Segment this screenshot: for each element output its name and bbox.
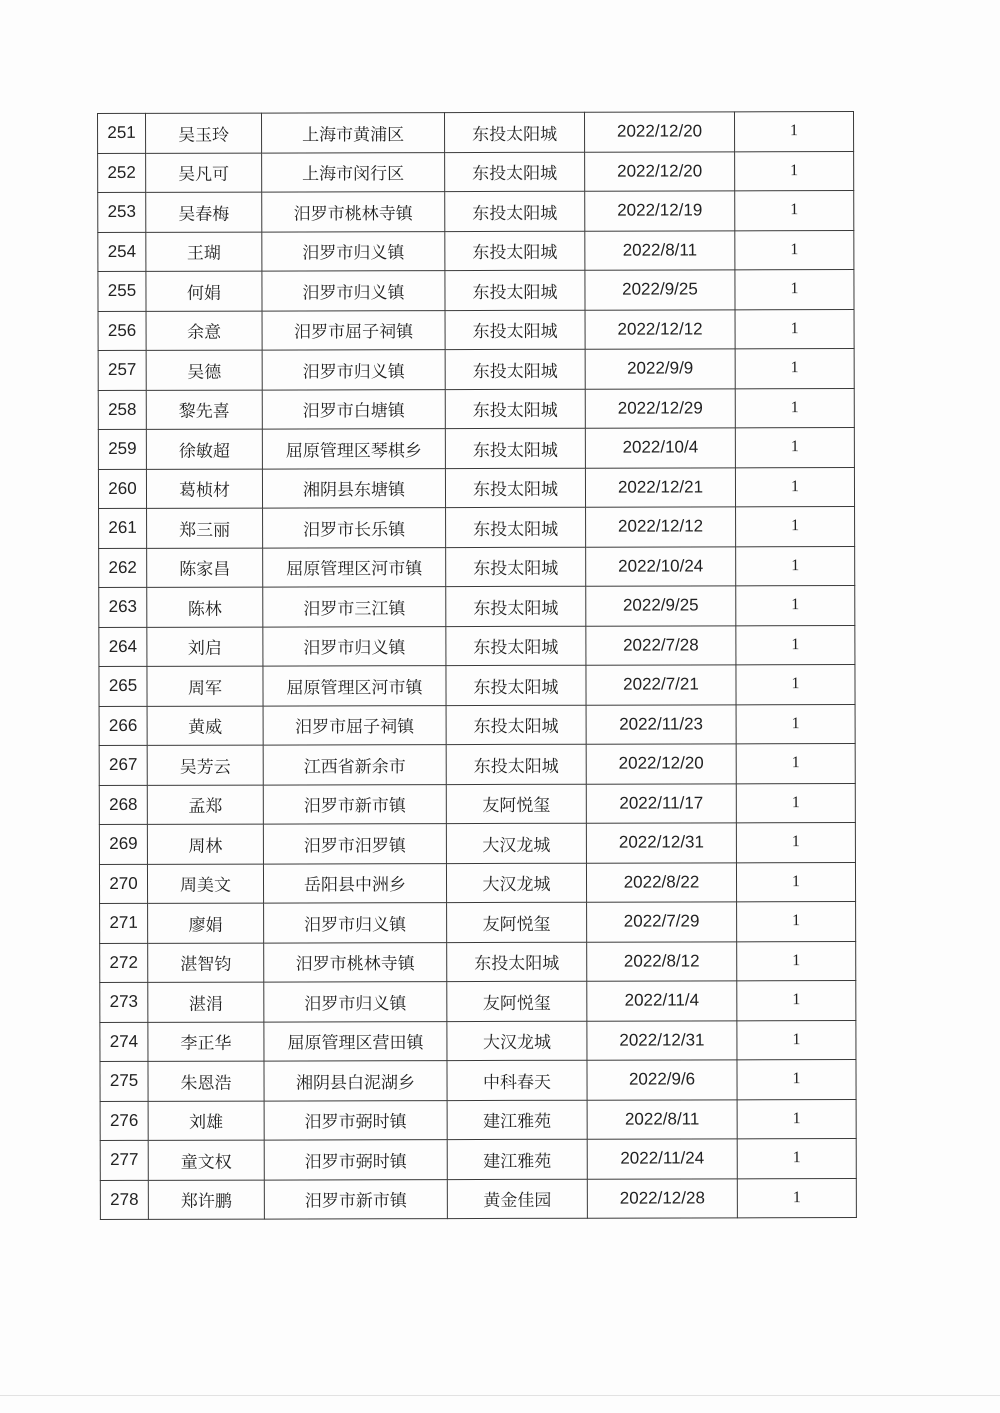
name-cell: 李正华 xyxy=(148,1022,264,1062)
address-cell: 汨罗市三江镇 xyxy=(263,587,446,627)
date-cell: 2022/9/25 xyxy=(586,586,736,626)
table-row xyxy=(100,902,856,943)
address-cell: 汨罗市长乐镇 xyxy=(263,508,446,548)
address-cell: 上海市黄浦区 xyxy=(262,113,445,153)
page-bottom-rule xyxy=(0,1395,1000,1396)
row-number-cell: 278 xyxy=(100,1180,148,1220)
name-cell: 刘雄 xyxy=(148,1101,264,1141)
address-cell: 湘阴县东塘镇 xyxy=(262,468,445,508)
name-cell: 刘启 xyxy=(147,627,263,667)
date-cell: 2022/12/31 xyxy=(586,823,736,863)
date-cell: 2022/12/29 xyxy=(585,388,735,428)
table-row xyxy=(98,309,854,350)
table-row xyxy=(99,823,855,864)
row-number-cell: 271 xyxy=(100,903,148,943)
table-row xyxy=(98,230,854,271)
row-number-cell: 252 xyxy=(98,153,146,193)
row-number-cell: 267 xyxy=(99,745,147,785)
project-cell: 友阿悦玺 xyxy=(447,981,587,1021)
date-cell: 2022/8/22 xyxy=(586,862,736,902)
quantity-cell: 1 xyxy=(735,309,854,349)
quantity-cell: 1 xyxy=(736,586,855,626)
date-cell: 2022/8/12 xyxy=(587,941,737,981)
name-cell: 周林 xyxy=(147,824,263,864)
table-row xyxy=(98,467,854,508)
quantity-cell: 1 xyxy=(735,349,854,389)
name-cell: 余意 xyxy=(146,311,262,351)
address-cell: 汨罗市归义镇 xyxy=(263,626,446,666)
row-number-cell: 253 xyxy=(98,192,146,232)
table-row xyxy=(98,270,854,311)
date-cell: 2022/11/17 xyxy=(586,783,736,823)
row-number-cell: 265 xyxy=(99,666,147,706)
quantity-cell: 1 xyxy=(737,1178,856,1218)
row-number-cell: 261 xyxy=(99,508,147,548)
name-cell: 黄威 xyxy=(147,706,263,746)
row-number-cell: 269 xyxy=(99,824,147,864)
date-cell: 2022/12/20 xyxy=(586,744,736,784)
date-cell: 2022/7/21 xyxy=(586,665,736,705)
project-cell: 东投太阳城 xyxy=(445,389,585,429)
date-cell: 2022/11/23 xyxy=(586,704,736,744)
quantity-cell: 1 xyxy=(736,823,855,863)
date-cell: 2022/10/24 xyxy=(586,546,736,586)
project-cell: 东投太阳城 xyxy=(445,468,585,508)
name-cell: 吴玉玲 xyxy=(146,113,262,153)
project-cell: 友阿悦玺 xyxy=(446,784,586,824)
name-cell: 何娟 xyxy=(146,271,262,311)
date-cell: 2022/12/31 xyxy=(587,1020,737,1060)
name-cell: 湛智钧 xyxy=(148,943,264,983)
table-row xyxy=(99,783,855,824)
quantity-cell: 1 xyxy=(735,230,854,270)
date-cell: 2022/9/6 xyxy=(587,1060,737,1100)
name-cell: 廖娟 xyxy=(148,903,264,943)
quantity-cell: 1 xyxy=(736,665,855,705)
address-cell: 屈原管理区琴棋乡 xyxy=(262,429,445,469)
project-cell: 东投太阳城 xyxy=(446,626,586,666)
date-cell: 2022/9/25 xyxy=(585,270,735,310)
project-cell: 东投太阳城 xyxy=(446,744,586,784)
row-number-cell: 266 xyxy=(99,706,147,746)
quantity-cell: 1 xyxy=(735,388,854,428)
date-cell: 2022/11/24 xyxy=(587,1139,737,1179)
date-cell: 2022/10/4 xyxy=(585,428,735,468)
project-cell: 东投太阳城 xyxy=(446,586,586,626)
address-cell: 汨罗市桃林寺镇 xyxy=(264,942,447,982)
table-row xyxy=(98,428,854,469)
project-cell: 大汉龙城 xyxy=(446,863,586,903)
table-row xyxy=(98,191,854,232)
quantity-cell: 1 xyxy=(737,981,856,1021)
project-cell: 东投太阳城 xyxy=(445,349,585,389)
quantity-cell: 1 xyxy=(735,428,854,468)
quantity-cell: 1 xyxy=(737,902,856,942)
quantity-cell: 1 xyxy=(736,625,855,665)
name-cell: 周军 xyxy=(147,666,263,706)
row-number-cell: 276 xyxy=(100,1101,148,1141)
address-cell: 上海市闵行区 xyxy=(262,152,445,192)
name-cell: 王瑚 xyxy=(146,232,262,272)
date-cell: 2022/12/28 xyxy=(587,1178,737,1218)
table-row xyxy=(100,941,856,982)
row-number-cell: 274 xyxy=(100,1022,148,1062)
table-row xyxy=(98,349,854,390)
name-cell: 朱恩浩 xyxy=(148,1061,264,1101)
address-cell: 汨罗市屈子祠镇 xyxy=(262,310,445,350)
name-cell: 黎先喜 xyxy=(146,390,262,430)
table-row xyxy=(100,981,856,1022)
address-cell: 汨罗市弼时镇 xyxy=(264,1100,447,1140)
address-cell: 汨罗市新市镇 xyxy=(264,1179,447,1219)
project-cell: 建江雅苑 xyxy=(447,1139,587,1179)
name-cell: 陈林 xyxy=(147,587,263,627)
row-number-cell: 260 xyxy=(98,469,146,509)
project-cell: 东投太阳城 xyxy=(446,705,586,745)
date-cell: 2022/12/19 xyxy=(585,191,735,231)
quantity-cell: 1 xyxy=(736,783,855,823)
address-cell: 汨罗市汨罗镇 xyxy=(263,824,446,864)
project-cell: 东投太阳城 xyxy=(447,942,587,982)
name-cell: 湛涓 xyxy=(148,982,264,1022)
table-row xyxy=(99,704,855,745)
project-cell: 东投太阳城 xyxy=(445,270,585,310)
address-cell: 汨罗市归义镇 xyxy=(262,271,445,311)
row-number-cell: 258 xyxy=(98,390,146,430)
table-row xyxy=(100,1060,856,1101)
quantity-cell: 1 xyxy=(735,191,854,231)
date-cell: 2022/11/4 xyxy=(587,981,737,1021)
project-cell: 黄金佳园 xyxy=(447,1179,587,1219)
name-cell: 孟郑 xyxy=(147,785,263,825)
quantity-cell: 1 xyxy=(736,507,855,547)
project-cell: 大汉龙城 xyxy=(447,1021,587,1061)
project-cell: 东投太阳城 xyxy=(445,231,585,271)
address-cell: 江西省新余市 xyxy=(263,745,446,785)
address-cell: 湘阴县白泥湖乡 xyxy=(264,1061,447,1101)
row-number-cell: 264 xyxy=(99,627,147,667)
address-cell: 汨罗市归义镇 xyxy=(264,903,447,943)
name-cell: 徐敏超 xyxy=(146,429,262,469)
table-row xyxy=(98,151,854,192)
date-cell: 2022/12/20 xyxy=(584,112,734,152)
quantity-cell: 1 xyxy=(737,1099,856,1139)
row-number-cell: 273 xyxy=(100,982,148,1022)
address-cell: 屈原管理区河市镇 xyxy=(263,666,446,706)
table-row xyxy=(100,1099,856,1140)
row-number-cell: 254 xyxy=(98,232,146,272)
date-cell: 2022/9/9 xyxy=(585,349,735,389)
row-number-cell: 256 xyxy=(98,311,146,351)
table-row xyxy=(100,1178,856,1219)
project-cell: 东投太阳城 xyxy=(445,428,585,468)
table-row xyxy=(99,744,855,785)
quantity-cell: 1 xyxy=(737,941,856,981)
row-number-cell: 270 xyxy=(99,864,147,904)
quantity-cell: 1 xyxy=(735,151,854,191)
table-row xyxy=(99,586,855,627)
name-cell: 郑许鹏 xyxy=(148,1180,264,1220)
table-row xyxy=(100,1020,856,1061)
date-cell: 2022/12/20 xyxy=(585,151,735,191)
name-cell: 吴芳云 xyxy=(147,745,263,785)
table-row xyxy=(99,862,855,903)
row-number-cell: 263 xyxy=(99,587,147,627)
row-number-cell: 255 xyxy=(98,271,146,311)
project-cell: 东投太阳城 xyxy=(445,310,585,350)
quantity-cell: 1 xyxy=(736,862,855,902)
address-cell: 汨罗市归义镇 xyxy=(262,350,445,390)
address-cell: 汨罗市新市镇 xyxy=(263,784,446,824)
project-cell: 友阿悦玺 xyxy=(447,902,587,942)
table-row xyxy=(100,1139,856,1180)
date-cell: 2022/7/29 xyxy=(587,902,737,942)
quantity-cell: 1 xyxy=(737,1139,856,1179)
date-cell: 2022/12/12 xyxy=(586,507,736,547)
project-cell: 大汉龙城 xyxy=(446,823,586,863)
address-cell: 屈原管理区营田镇 xyxy=(264,1021,447,1061)
row-number-cell: 262 xyxy=(99,548,147,588)
row-number-cell: 277 xyxy=(100,1140,148,1180)
name-cell: 郑三丽 xyxy=(147,508,263,548)
table-row xyxy=(98,112,854,153)
table-row xyxy=(99,546,855,587)
name-cell: 吴凡可 xyxy=(146,153,262,193)
address-cell: 岳阳县中洲乡 xyxy=(263,863,446,903)
name-cell: 陈家昌 xyxy=(147,548,263,588)
table-row xyxy=(98,388,854,429)
row-number-cell: 259 xyxy=(98,429,146,469)
quantity-cell: 1 xyxy=(737,1060,856,1100)
project-cell: 建江雅苑 xyxy=(447,1100,587,1140)
date-cell: 2022/7/28 xyxy=(586,625,736,665)
table-row xyxy=(99,665,855,706)
row-number-cell: 268 xyxy=(99,785,147,825)
row-number-cell: 275 xyxy=(100,1061,148,1101)
address-cell: 汨罗市弼时镇 xyxy=(264,1140,447,1180)
row-number-cell: 251 xyxy=(98,113,146,153)
register-table xyxy=(97,111,857,1220)
quantity-cell: 1 xyxy=(735,467,854,507)
date-cell: 2022/12/12 xyxy=(585,309,735,349)
project-cell: 东投太阳城 xyxy=(445,112,585,152)
name-cell: 周美文 xyxy=(147,864,263,904)
project-cell: 东投太阳城 xyxy=(446,665,586,705)
project-cell: 东投太阳城 xyxy=(446,507,586,547)
table-row xyxy=(99,507,855,548)
quantity-cell: 1 xyxy=(736,704,855,744)
quantity-cell: 1 xyxy=(736,546,855,586)
quantity-cell: 1 xyxy=(737,1020,856,1060)
address-cell: 汨罗市桃林寺镇 xyxy=(262,192,445,232)
project-cell: 东投太阳城 xyxy=(445,191,585,231)
register-table-body xyxy=(98,112,857,1220)
row-number-cell: 272 xyxy=(100,943,148,983)
quantity-cell: 1 xyxy=(734,112,853,152)
row-number-cell: 257 xyxy=(98,350,146,390)
address-cell: 汨罗市屈子祠镇 xyxy=(263,705,446,745)
name-cell: 葛桢材 xyxy=(146,469,262,509)
quantity-cell: 1 xyxy=(736,744,855,784)
table-row xyxy=(99,625,855,666)
address-cell: 汨罗市归义镇 xyxy=(262,231,445,271)
date-cell: 2022/8/11 xyxy=(587,1099,737,1139)
date-cell: 2022/12/21 xyxy=(585,467,735,507)
date-cell: 2022/8/11 xyxy=(585,230,735,270)
project-cell: 东投太阳城 xyxy=(446,547,586,587)
address-cell: 汨罗市归义镇 xyxy=(264,982,447,1022)
name-cell: 吴德 xyxy=(146,350,262,390)
quantity-cell: 1 xyxy=(735,270,854,310)
name-cell: 吴春梅 xyxy=(146,192,262,232)
name-cell: 童文权 xyxy=(148,1140,264,1180)
project-cell: 中科春天 xyxy=(447,1060,587,1100)
address-cell: 汨罗市白塘镇 xyxy=(262,389,445,429)
project-cell: 东投太阳城 xyxy=(445,152,585,192)
address-cell: 屈原管理区河市镇 xyxy=(263,547,446,587)
